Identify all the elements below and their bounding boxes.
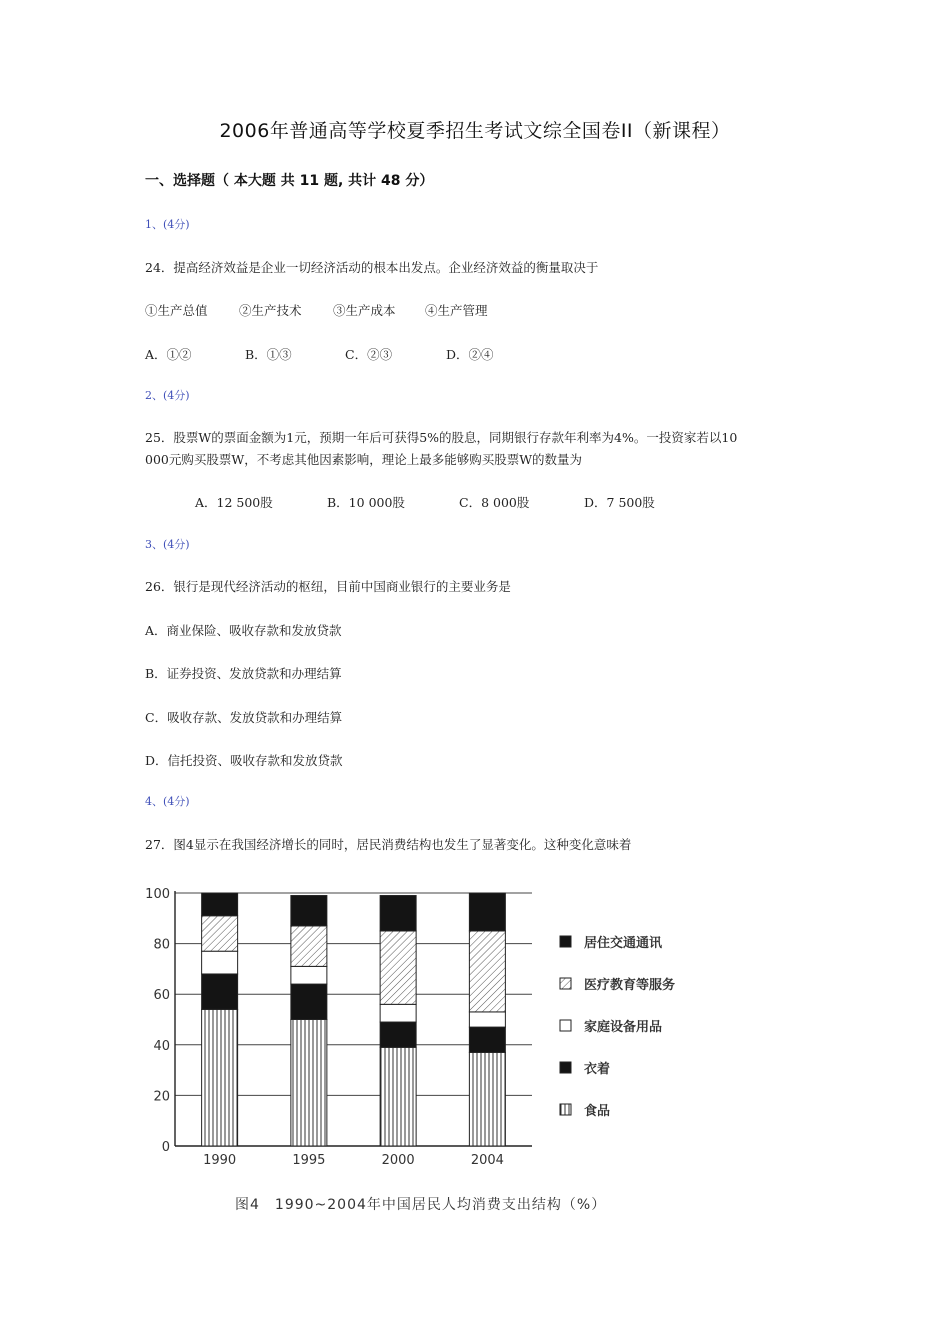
option-a: A．12 500股: [195, 495, 273, 510]
question-stem: 26．银行是现代经济活动的枢纽，目前中国商业银行的主要业务是: [145, 579, 511, 594]
option-a: A．商业保险、吸收存款和发放贷款: [145, 623, 342, 638]
legend-label: 医疗教育等服务: [584, 978, 676, 993]
bar-segment: [291, 926, 327, 966]
question-header: 2、(4分): [145, 389, 190, 402]
question-items: [145, 301, 488, 319]
y-tick-label: 0: [161, 1140, 170, 1155]
item: ②生产技术: [239, 303, 302, 318]
y-tick-label: 60: [153, 988, 170, 1004]
legend-label: 居住交通通讯: [584, 936, 663, 951]
legend-swatch: [560, 1104, 571, 1115]
bars: [202, 893, 506, 1146]
x-tick-label: 2000: [381, 1153, 415, 1168]
bar-segment: [202, 893, 238, 916]
bar-segment: [469, 1027, 505, 1052]
bar-segment: [291, 1020, 327, 1147]
y-tick-label: 100: [145, 887, 170, 902]
question-header: 1、(4分): [145, 218, 190, 231]
option-c: C．8 000股: [459, 495, 530, 510]
legend-label: 食品: [584, 1104, 611, 1119]
bar-segment: [291, 966, 327, 984]
bar-segment: [380, 1004, 416, 1022]
question-stem-line1: 25．股票W的票面金额为1元，预期一年后可获得5%的股息，同期银行存款年利率为4%。一投资家若以10: [145, 430, 738, 445]
y-tick-label: 20: [153, 1089, 170, 1105]
bar-segment: [469, 893, 505, 931]
consumption-structure-chart: [140, 880, 720, 1180]
bar-segment: [291, 896, 327, 926]
option-d: D．信托投资、吸收存款和发放贷款: [145, 753, 343, 768]
option-a: A．①②: [145, 347, 192, 362]
bar-segment: [202, 1009, 238, 1146]
chart-caption: 图4 1990~2004年中国居民人均消费支出结构（%）: [235, 1197, 607, 1213]
answer-options: [195, 493, 655, 511]
legend-swatch: [560, 1020, 571, 1031]
item: ④生产管理: [425, 303, 488, 318]
x-tick-label: 1990: [203, 1153, 237, 1168]
y-tick-label: 40: [153, 1038, 170, 1054]
bar-segment: [202, 951, 238, 974]
legend: [560, 935, 675, 1119]
answer-options: [145, 345, 494, 363]
x-tick-label: 2004: [470, 1153, 504, 1168]
option-d: D．②④: [446, 347, 494, 362]
item: ③生产成本: [333, 303, 396, 318]
bar-segment: [469, 1012, 505, 1027]
bar-segment: [380, 896, 416, 931]
legend-swatch: [560, 978, 571, 989]
bar-segment: [380, 1047, 416, 1146]
option-c: C．②③: [345, 347, 393, 362]
bar-segment: [291, 984, 327, 1019]
page-title: 2006年普通高等学校夏季招生考试文综全国卷II（新课程）: [219, 120, 731, 142]
question-header: 3、(4分): [145, 538, 190, 551]
question-header: 4、(4分): [145, 795, 190, 808]
y-tick-label: 80: [153, 937, 170, 953]
x-tick-label: 1995: [292, 1153, 326, 1168]
bar-segment: [202, 974, 238, 1009]
bar-segment: [469, 1052, 505, 1146]
option-b: B．10 000股: [327, 495, 405, 510]
bar-segment: [380, 1022, 416, 1047]
section-heading: 一、选择题（ 本大题 共 11 题, 共计 48 分）: [145, 173, 434, 189]
question-stem-line2: 000元购买股票W，不考虑其他因素影响，理论上最多能够购买股票W的数量为: [145, 452, 583, 467]
option-c: C．吸收存款、发放贷款和办理结算: [145, 710, 343, 725]
bar-segment: [202, 916, 238, 951]
bar-segment: [469, 931, 505, 1012]
question-stem: 27．图4显示在我国经济增长的同时，居民消费结构也发生了显著变化。这种变化意味着: [145, 837, 632, 852]
option-b: B．①③: [245, 347, 292, 362]
option-b: B．证券投资、发放贷款和办理结算: [145, 666, 342, 681]
legend-label: 家庭设备用品: [584, 1020, 663, 1035]
legend-swatch: [560, 1062, 571, 1073]
option-d: D．7 500股: [584, 495, 655, 510]
question-stem: 24．提高经济效益是企业一切经济活动的根本出发点。企业经济效益的衡量取决于: [145, 260, 599, 275]
legend-swatch: [560, 936, 571, 947]
legend-label: 衣着: [584, 1062, 611, 1077]
item: ①生产总值: [145, 303, 208, 318]
bar-segment: [380, 931, 416, 1004]
